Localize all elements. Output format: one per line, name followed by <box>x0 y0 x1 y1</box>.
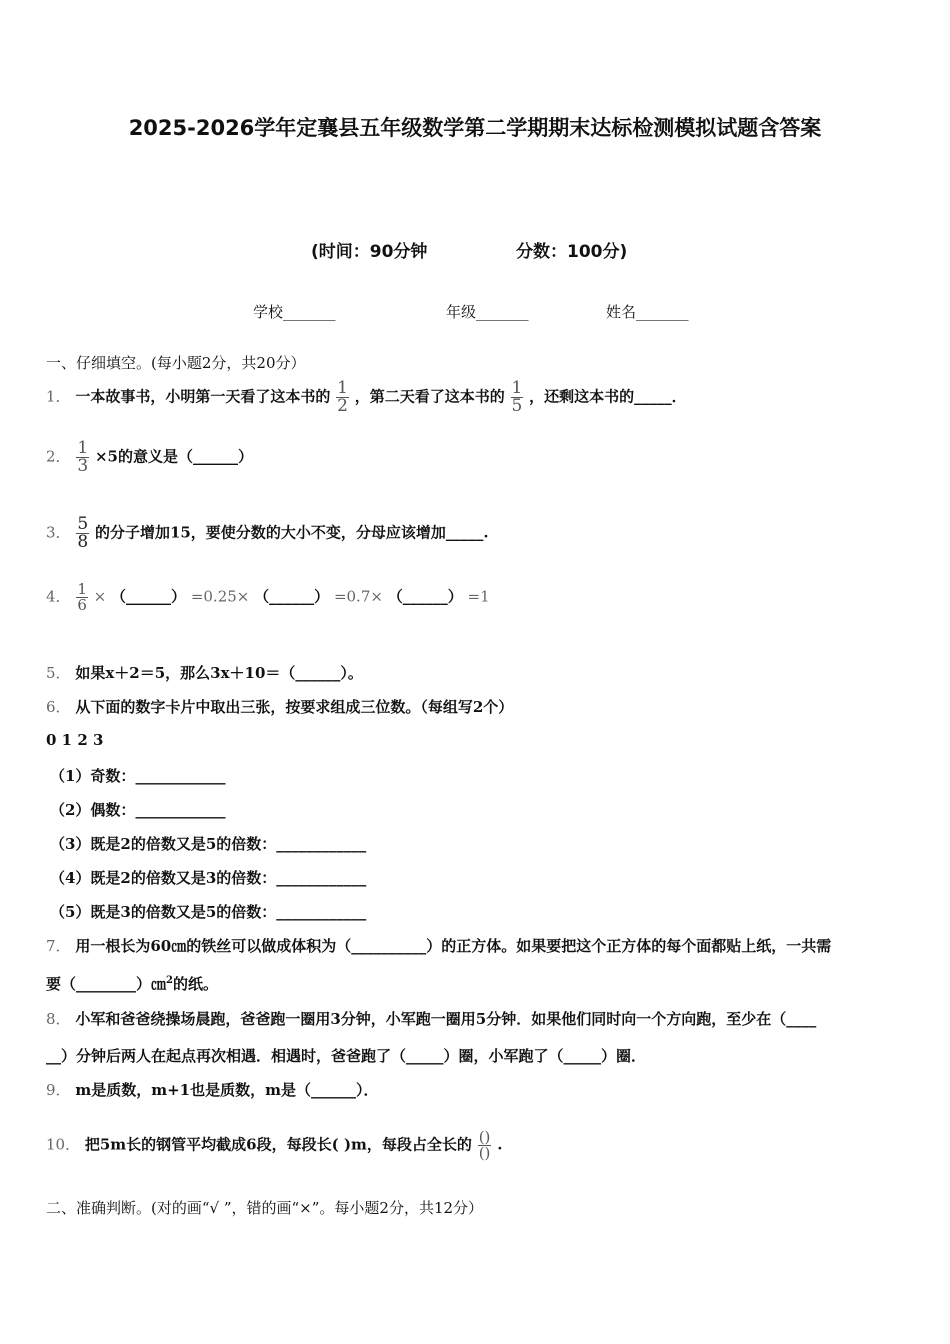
q6-item-3: （3）既是2的倍数又是5的倍数：____________ <box>50 835 367 853</box>
number-cards: 0 1 2 3 <box>46 731 104 749</box>
question-number: 5． <box>46 664 71 682</box>
fraction-numerator: 1 <box>77 580 87 598</box>
equation-part: =0.25× <box>190 587 250 606</box>
school-field: 学校_______ <box>253 303 336 321</box>
question-9 <box>46 1079 378 1100</box>
question-text: 的纸。 <box>172 975 218 993</box>
question-8 <box>46 1008 816 1029</box>
question-text: 把5m长的钢管平均截成6段，每段长( )m，每段占全长的 <box>84 1135 472 1154</box>
fraction-denominator: () <box>478 1144 491 1162</box>
q6-item-5: （5）既是3的倍数又是5的倍数：____________ <box>50 903 367 921</box>
q6-item-1: （1）奇数：____________ <box>50 767 226 785</box>
question-6 <box>46 696 513 717</box>
fraction-one-half <box>336 380 349 415</box>
question-text: ，第二天看了这本书的 <box>354 387 505 406</box>
question-7 <box>46 935 831 956</box>
question-text: 用一根长为60㎝的铁丝可以做成体积为（__________）的正方体。如果要把这个正方体的每个面都贴上纸，一共需 <box>75 937 832 955</box>
question-number: 9． <box>46 1081 71 1099</box>
fraction-one-third <box>76 440 89 475</box>
exam-time: (时间：90分钟 <box>311 242 428 262</box>
question-text: 从下面的数字卡片中取出三张，按要求组成三位数。（每组写2个） <box>75 698 514 716</box>
question-text: ，还剩这本书的_____． <box>529 387 687 406</box>
question-2 <box>46 440 253 475</box>
section-2-heading: 二、准确判断。(对的画“√ ”，错的画“×”。每小题2分，共12分） <box>46 1199 484 1217</box>
fraction-numerator: 5 <box>77 514 89 534</box>
equation-part: =1 <box>467 587 490 606</box>
question-number: 2． <box>46 447 71 466</box>
fraction-numerator: 1 <box>511 378 523 398</box>
fraction-blank <box>478 1130 492 1161</box>
section-1-heading: 一、仔细填空。(每小题2分，共20分） <box>46 354 306 372</box>
question-number: 8． <box>46 1010 71 1028</box>
question-number: 7． <box>46 937 71 955</box>
question-text: 小军和爸爸绕操场晨跑，爸爸跑一圈用3分钟，小军跑一圈用5分钟．如果他们同时向一个方向跑，至少在（____ <box>75 1010 817 1028</box>
question-text: 一本故事书，小明第一天看了这本书的 <box>75 387 331 406</box>
question-7-cont <box>46 973 218 994</box>
question-text: m是质数，m+1也是质数，m是（______）． <box>75 1081 379 1099</box>
question-text: ×5的意义是（______） <box>94 447 253 466</box>
question-text: . <box>497 1135 503 1154</box>
question-4 <box>46 582 490 613</box>
question-1 <box>46 380 687 415</box>
fraction-numerator: () <box>478 1128 491 1146</box>
answer-blank: （______） <box>254 587 330 606</box>
equation-part: =0.7× <box>333 587 383 606</box>
fraction-denominator: 6 <box>77 596 87 614</box>
answer-blank: （______） <box>387 587 463 606</box>
fraction-denominator: 8 <box>77 532 89 552</box>
fraction-numerator: 1 <box>77 438 89 458</box>
fraction-numerator: 1 <box>337 378 348 398</box>
fraction-one-fifth <box>511 380 524 415</box>
question-3 <box>46 516 489 551</box>
question-text: 如果x＋2＝5，那么3x＋10＝（______）。 <box>75 664 363 682</box>
name-field: 姓名_______ <box>606 303 689 321</box>
question-number: 10． <box>46 1135 81 1154</box>
question-number: 1． <box>46 387 71 406</box>
question-number: 4． <box>46 587 71 606</box>
grade-field: 年级_______ <box>446 303 529 321</box>
question-number: 6． <box>46 698 71 716</box>
q6-item-4: （4）既是2的倍数又是3的倍数：____________ <box>50 869 367 887</box>
fraction-denominator: 2 <box>337 396 348 416</box>
question-text: 要（________）㎝ <box>46 975 167 993</box>
fraction-denominator: 5 <box>511 396 523 416</box>
question-5 <box>46 662 363 683</box>
question-8-cont: __）分钟后两人在起点再次相遇．相遇时，爸爸跑了（_____）圈，小军跑了（_____）圈． <box>46 1047 647 1065</box>
fraction-one-sixth <box>76 582 88 613</box>
exam-score: 分数：100分) <box>516 242 628 262</box>
question-10 <box>46 1130 502 1161</box>
multiply-sign: × <box>93 587 107 606</box>
fraction-denominator: 3 <box>77 456 89 476</box>
question-text: 的分子增加15，要使分数的大小不变，分母应该增加_____. <box>94 523 489 542</box>
fraction-five-eighths <box>76 516 89 551</box>
answer-blank: （______） <box>111 587 187 606</box>
superscript: 2 <box>166 975 173 986</box>
question-number: 3． <box>46 523 71 542</box>
page-title: 2025-2026学年定襄县五年级数学第二学期期末达标检测模拟试题含答案 <box>128 116 822 140</box>
q6-item-2: （2）偶数：____________ <box>50 801 226 819</box>
